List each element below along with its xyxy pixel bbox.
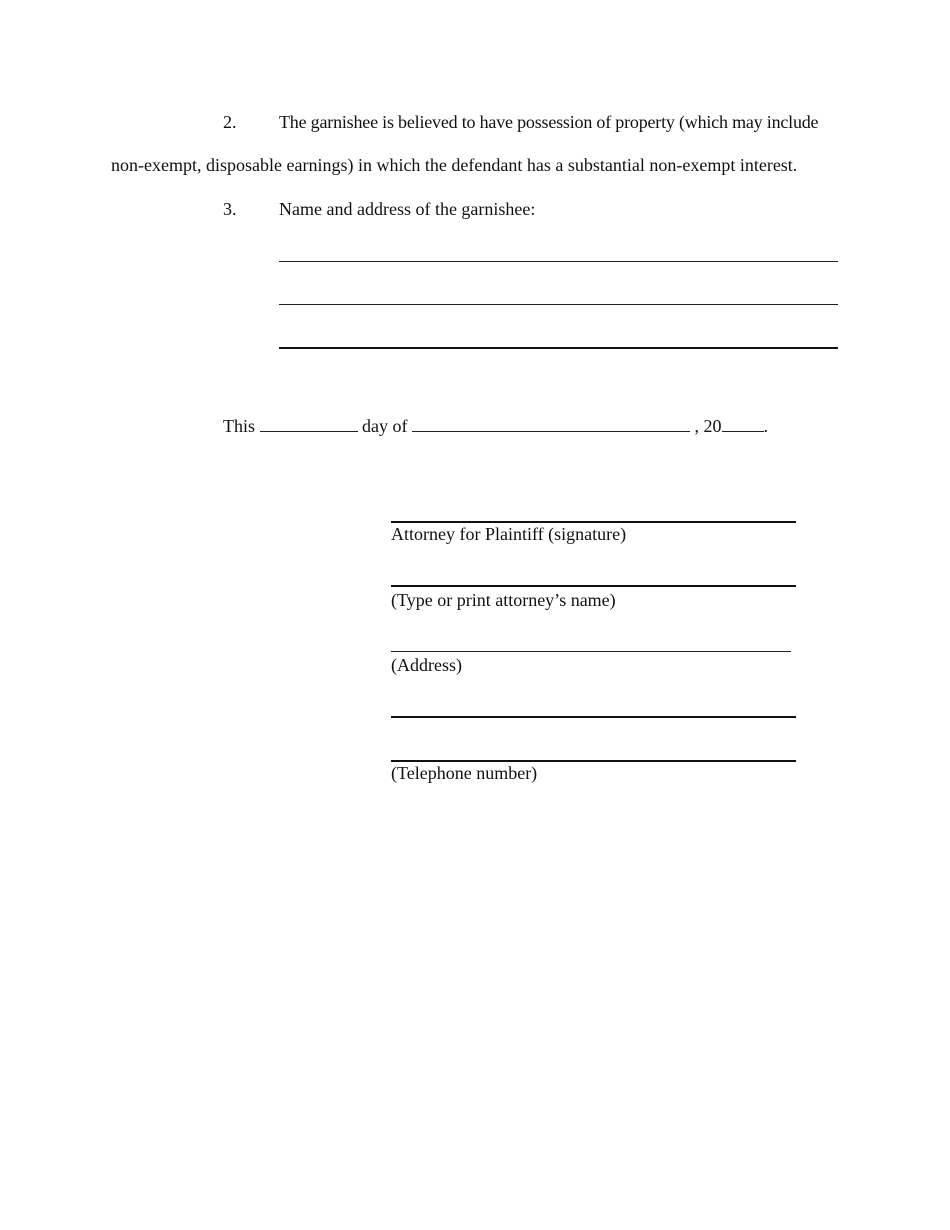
date-day-of-label: day of: [362, 416, 408, 436]
paragraph-2-number: 2.: [223, 112, 237, 132]
garnishee-line-2[interactable]: [279, 304, 838, 305]
signature-line[interactable]: [391, 521, 796, 523]
signature-label: Attorney for Plaintiff (signature): [391, 524, 627, 544]
date-line: [223, 416, 768, 437]
telephone-label: (Telephone number): [391, 763, 538, 783]
telephone-line[interactable]: [391, 760, 796, 762]
paragraph-2-line-1: The garnishee is believed to have possession of property (which may include: [279, 112, 819, 132]
date-year-prefix: , 20: [694, 416, 722, 436]
month-blank[interactable]: [412, 417, 690, 432]
year-blank[interactable]: [722, 417, 764, 432]
paragraph-3-text: Name and address of the garnishee:: [279, 199, 536, 219]
paragraph-3-number: 3.: [223, 199, 237, 219]
address-line-1[interactable]: [391, 651, 791, 652]
paragraph-2-line-2: non-exempt, disposable earnings) in which the defendant has a substantial non-exempt interest.: [111, 155, 798, 175]
date-this-label: This: [223, 416, 256, 436]
garnishee-line-3[interactable]: [279, 347, 838, 349]
attorney-name-label: (Type or print attorney’s name): [391, 590, 616, 610]
address-line-2[interactable]: [391, 716, 796, 718]
day-blank[interactable]: [260, 417, 358, 432]
date-period: .: [763, 416, 768, 436]
address-label: (Address): [391, 655, 462, 675]
attorney-name-line[interactable]: [391, 585, 796, 587]
garnishee-line-1[interactable]: [279, 261, 838, 262]
